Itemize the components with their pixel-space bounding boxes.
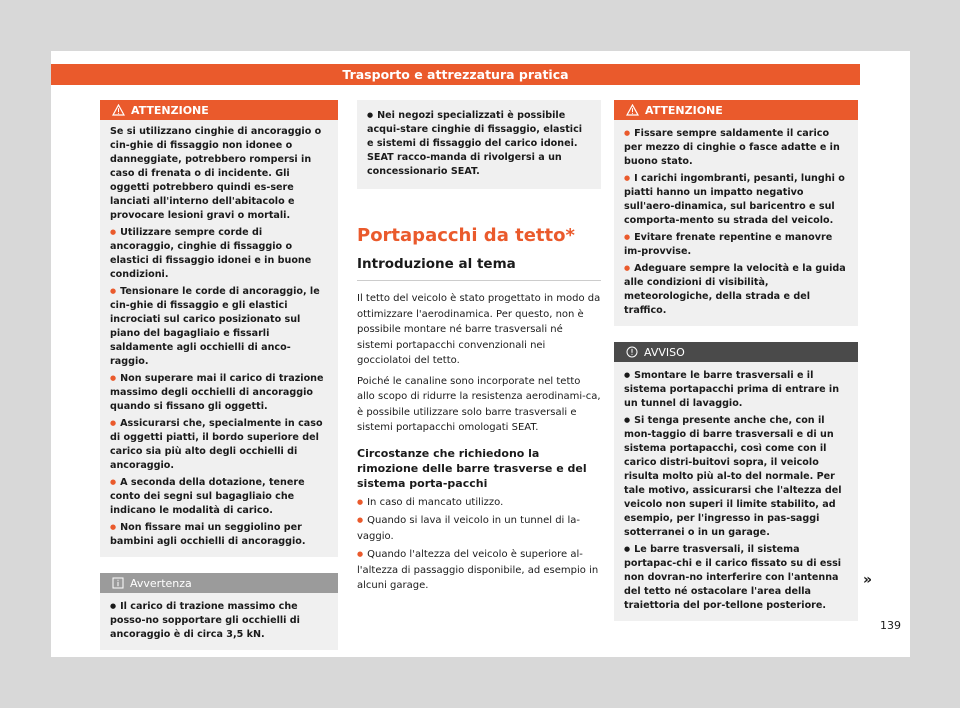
notice-item: ● Smontare le barre trasversali e il sistema portapacchi prima di entrare in un tunnel di lavaggio. (624, 368, 848, 411)
list-item: ● Quando l'altezza del veicolo è superiore al-l'altezza di passaggio disponibile, ad esempio in alcuni garage. (357, 547, 601, 594)
info-icon (112, 577, 124, 589)
warning-triangle-icon (112, 104, 125, 116)
warning-item: ● Adeguare sempre la velocità e la guida alle condizioni di visibilità, meteorologiche, della strada e del traffico. (624, 261, 848, 318)
left-column (100, 100, 338, 650)
note-item: ● Il carico di trazione massimo che posso-no sopportare gli occhielli di ancoraggio è di circa 3,5 kN. (110, 599, 328, 642)
notice-circle-icon (626, 346, 638, 358)
notice-header (614, 342, 858, 362)
list-item: ● Quando si lava il veicolo in un tunnel di la-vaggio. (357, 513, 601, 544)
paragraph: Poiché le canaline sono incorporate nel tetto allo scopo di ridurre la resistenza aerodinami-ca, è possibile utilizzare solo barre trasversali e sistemi portapacchi omologati SEAT. (357, 375, 601, 433)
divider (357, 280, 601, 281)
warning-box (100, 100, 338, 557)
continue-mark: » (863, 572, 873, 588)
notice-item: ● Si tenga presente anche che, con il mon-taggio di barre trasversali e di un sistema portapacchi, così come con il carico distri-buitovi sopra, il veicolo risulta molto più al-to del normale. Per tale motivo, assicurarsi che l'altezza del veicolo non superi il limite stabilito, ad esempio, per l'ingresso in pas-saggi sotterranei o in un garage. (624, 413, 848, 540)
tip-box (357, 100, 601, 189)
warning-triangle-icon (626, 104, 639, 116)
note-header (100, 573, 338, 593)
notice-item: ● Le barre trasversali, il sistema portapac-chi e il carico fissato su di essi non dovran-no interferire con l'antenna del tetto né ostacolare l'area della traiettoria del por-tellone posteriore. (624, 542, 848, 613)
warning-item: ● Tensionare le corde di ancoraggio, le cin-ghie di fissaggio e gli elastici incrociati sul carico posizionato sul piano del bagagliaio e fissarli saldamente agli occhielli di anco-raggio. (110, 284, 328, 369)
tip-item: ● Nei negozi specializzati è possibile acqui-stare cinghie di fissaggio, elastici e sistemi di fissaggio del carico idonei. SEAT racco-manda di rivolgersi a un concessionario SEAT. (367, 108, 591, 179)
notice-box (614, 342, 858, 621)
page-number: 139 (880, 619, 901, 632)
note-title: Avvertenza (130, 576, 192, 590)
paragraph: Il tetto del veicolo è stato progettato in modo da ottimizzare l'aerodinamica. Per questo, non è possibile montare né barre trasversali né sistemi portapacchi convenzionali nei gocciolatoi del tetto. (357, 293, 601, 366)
note-box (100, 573, 338, 650)
warning-item: ● Assicurarsi che, specialmente in caso di oggetti piatti, il bordo superiore del carico sia più alto degli occhielli di ancoraggio. (110, 416, 328, 473)
warning-box (614, 100, 858, 326)
list-item: ● In caso di mancato utilizzo. (357, 495, 601, 511)
warning-item: ● A seconda della dotazione, tenere conto dei segni sul bagagliaio che indicano le modalità di carico. (110, 475, 328, 518)
warning-intro: Se si utilizzano cinghie di ancoraggio o cin-ghie di fissaggio non idonee o danneggiate, potrebbero rompersi in caso di frenata o di incidente. Gli oggetti potrebbero quindi es-sere lanciati all'interno dell'abitacolo e provocare lesioni gravi o mortali. (110, 126, 322, 221)
section-title: Portapacchi da tetto* (357, 225, 575, 246)
warning-item: ● I carichi ingombranti, pesanti, lunghi o piatti hanno un impatto negativo sull'aero-dinamica, sul baricentro e sul comporta-mento su strada del veicolo. (624, 171, 848, 228)
warning-title: ATTENZIONE (131, 103, 209, 117)
subheading: Circostanze che richiedono la rimozione delle barre trasverse e del sistema porta-pacchi (357, 446, 587, 490)
notice-title: AVVISO (644, 345, 685, 359)
middle-column (357, 100, 601, 594)
warning-item: ● Non fissare mai un seggiolino per bambini agli occhielli di ancoraggio. (110, 520, 328, 549)
warning-item: ● Utilizzare sempre corde di ancoraggio, cinghie di fissaggio o elastici di fissaggio idonei e in buone condizioni. (110, 225, 328, 282)
warning-item: ● Fissare sempre saldamente il carico per mezzo di cinghie o fasce adatte e in buono stato. (624, 126, 848, 169)
warning-title: ATTENZIONE (645, 103, 723, 117)
right-column (614, 100, 858, 621)
warning-item: ● Non superare mai il carico di trazione massimo degli occhielli di ancoraggio quando si fissano gli oggetti. (110, 371, 328, 414)
subsection-title: Introduzione al tema (357, 256, 516, 272)
warning-item: ● Evitare frenate repentine e manovre im-provvise. (624, 230, 848, 259)
warning-header (100, 100, 338, 120)
warning-header (614, 100, 858, 120)
chapter-header: Trasporto e attrezzatura pratica (51, 64, 860, 85)
